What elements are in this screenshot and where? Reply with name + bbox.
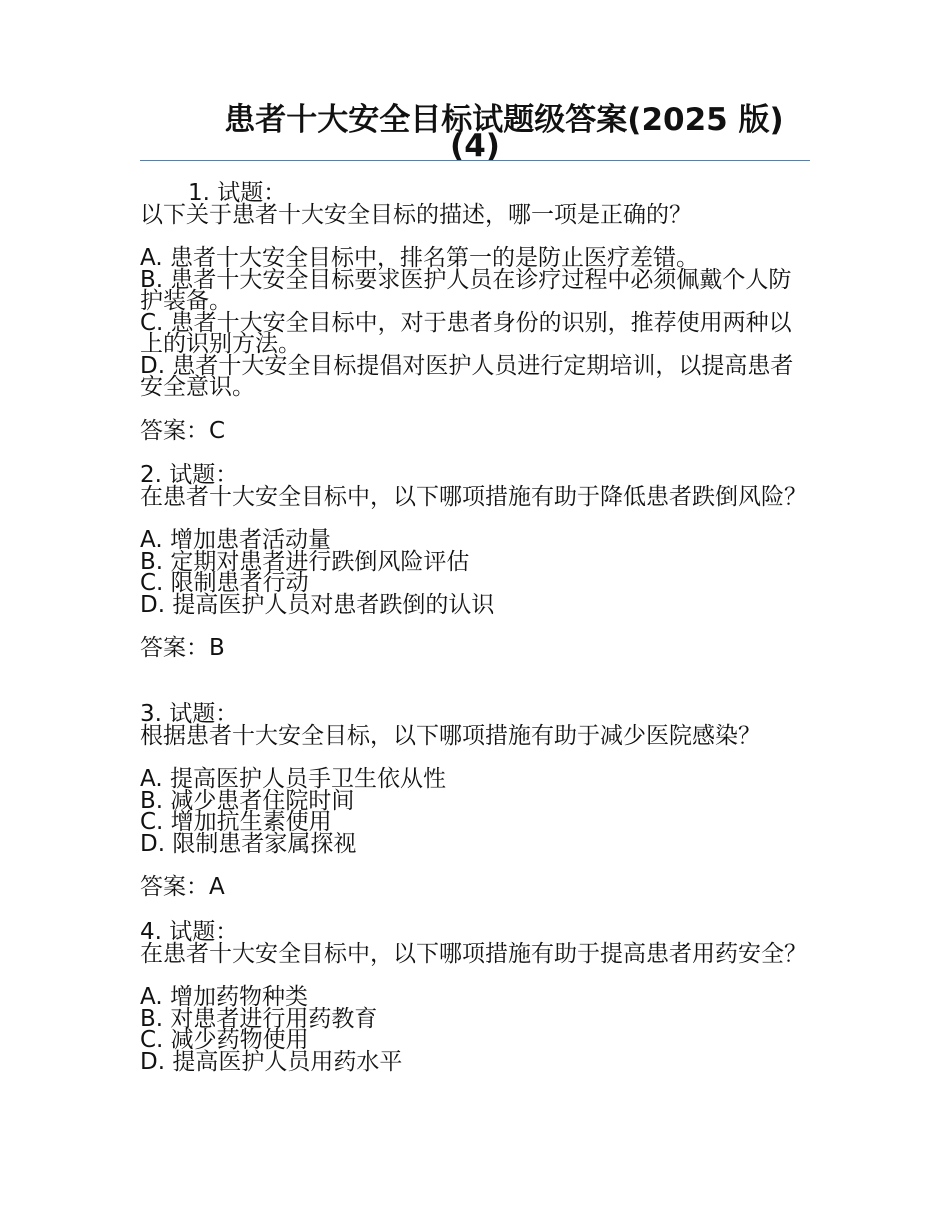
option-b: B. 患者十大安全目标要求医护人员在诊疗过程中必须佩戴个人防护装备。: [140, 266, 792, 314]
question-3: [140, 701, 810, 900]
option-list: [140, 984, 810, 1075]
option-d: D. 提高医护人员用药水平: [140, 1048, 403, 1075]
question-2: [140, 462, 810, 661]
option-d: D. 限制患者家属探视: [140, 830, 357, 857]
question-label: 2. 试题：: [140, 462, 239, 488]
option-d: D. 提高医护人员对患者跌倒的认识: [140, 591, 495, 618]
option-a: A. 增加患者活动量: [140, 527, 331, 553]
option-c: C. 增加抗生素使用: [140, 809, 332, 835]
answer: 答案：A: [140, 874, 225, 900]
answer: 答案：C: [140, 417, 226, 444]
question-label: 1. 试题：: [188, 180, 287, 206]
question-4: [140, 919, 810, 1075]
title-line-1: 患者十大安全目标试题级答案(2025 版): [224, 102, 784, 138]
question-label: 4. 试题：: [140, 919, 239, 945]
option-a: A. 提高医护人员手卫生依从性: [140, 766, 446, 792]
option-b: B. 减少患者住院时间: [140, 787, 355, 814]
option-c: C. 减少药物使用: [140, 1027, 309, 1053]
title-line-2: (4): [450, 128, 500, 164]
option-list: [140, 245, 810, 400]
question-stem: 在患者十大安全目标中，以下哪项措施有助于降低患者跌倒风险？: [140, 483, 807, 510]
question-stem: 根据患者十大安全目标，以下哪项措施有助于减少医院感染？: [140, 722, 761, 749]
option-c: C. 患者十大安全目标中，对于患者身份的识别，推荐使用两种以上的识别方法。: [140, 309, 792, 357]
option-b: B. 对患者进行用药教育: [140, 1005, 378, 1032]
option-a: A. 患者十大安全目标中，排名第一的是防止医疗差错。: [140, 245, 699, 271]
option-a: A. 增加药物种类: [140, 984, 308, 1010]
option-list: [140, 766, 810, 857]
document-title: [140, 104, 810, 162]
question-label: 3. 试题：: [140, 701, 239, 727]
option-b: B. 定期对患者进行跌倒风险评估: [140, 548, 470, 575]
option-list: [140, 527, 810, 618]
question-stem: 在患者十大安全目标中，以下哪项措施有助于提高患者用药安全？: [140, 940, 807, 967]
option-c: C. 限制患者行动: [140, 570, 309, 596]
question-stem: 以下关于患者十大安全目标的描述，哪一项是正确的？: [140, 201, 692, 228]
question-1: [140, 180, 810, 444]
title-divider: [140, 160, 810, 161]
option-d: D. 患者十大安全目标提倡对医护人员进行定期培训，以提高患者安全意识。: [140, 352, 794, 400]
answer: 答案：B: [140, 635, 225, 661]
